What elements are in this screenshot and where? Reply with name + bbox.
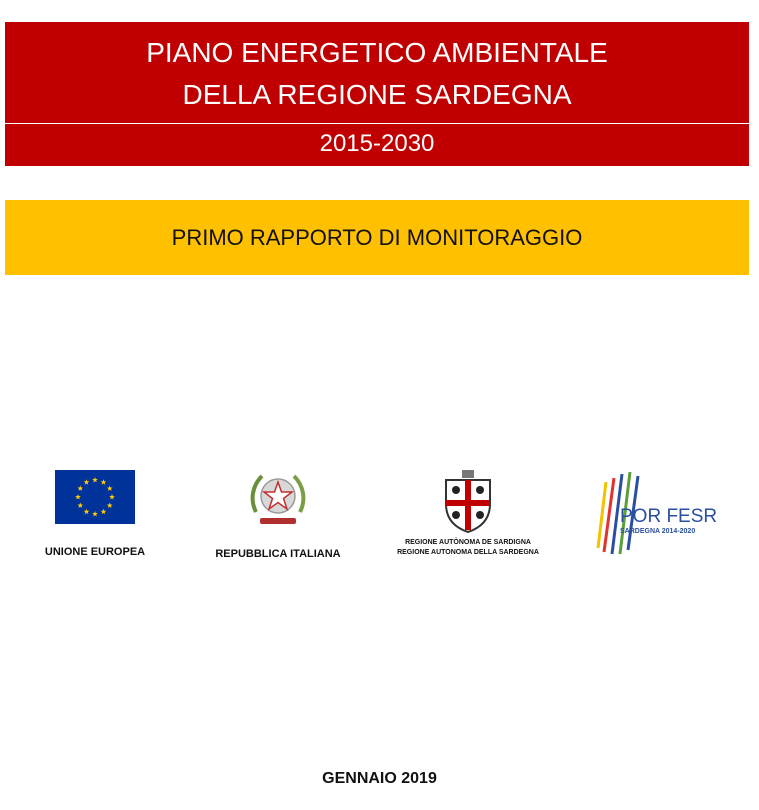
sardinia-caption-line-1: REGIONE AUTÒNOMA DE SARDIGNA [405, 539, 531, 546]
report-banner [5, 200, 749, 275]
sardinia-caption-line-2: REGIONE AUTONOMA DELLA SARDEGNA [397, 549, 539, 556]
eu-caption: UNIONE EUROPEA [44, 546, 146, 558]
logo-regione-sardegna [386, 470, 550, 558]
title-line-1: PIANO ENERGETICO AMBIENTALE [146, 37, 608, 68]
title-line-2: DELLA REGIONE SARDEGNA [182, 79, 572, 110]
italy-caption: REPUBBLICA ITALIANA [215, 548, 341, 560]
title-banner [5, 22, 749, 166]
por-fesr-subtitle: SARDEGNA 2014-2020 [620, 528, 696, 535]
years-range: 2015-2030 [319, 130, 435, 157]
report-subtitle: PRIMO RAPPORTO DI MONITORAGGIO [171, 225, 583, 250]
italian-emblem-icon [246, 466, 310, 532]
eu-flag-icon [55, 470, 135, 524]
por-fesr-title: POR FESR [620, 506, 718, 527]
publication-date: GENNAIO 2019 [322, 770, 437, 787]
banner-divider [5, 123, 749, 124]
logo-repubblica-italiana [198, 466, 358, 560]
logo-unione-europea [30, 470, 160, 558]
logo-por-fesr [592, 470, 722, 560]
sardinia-coat-of-arms-icon [440, 470, 496, 534]
